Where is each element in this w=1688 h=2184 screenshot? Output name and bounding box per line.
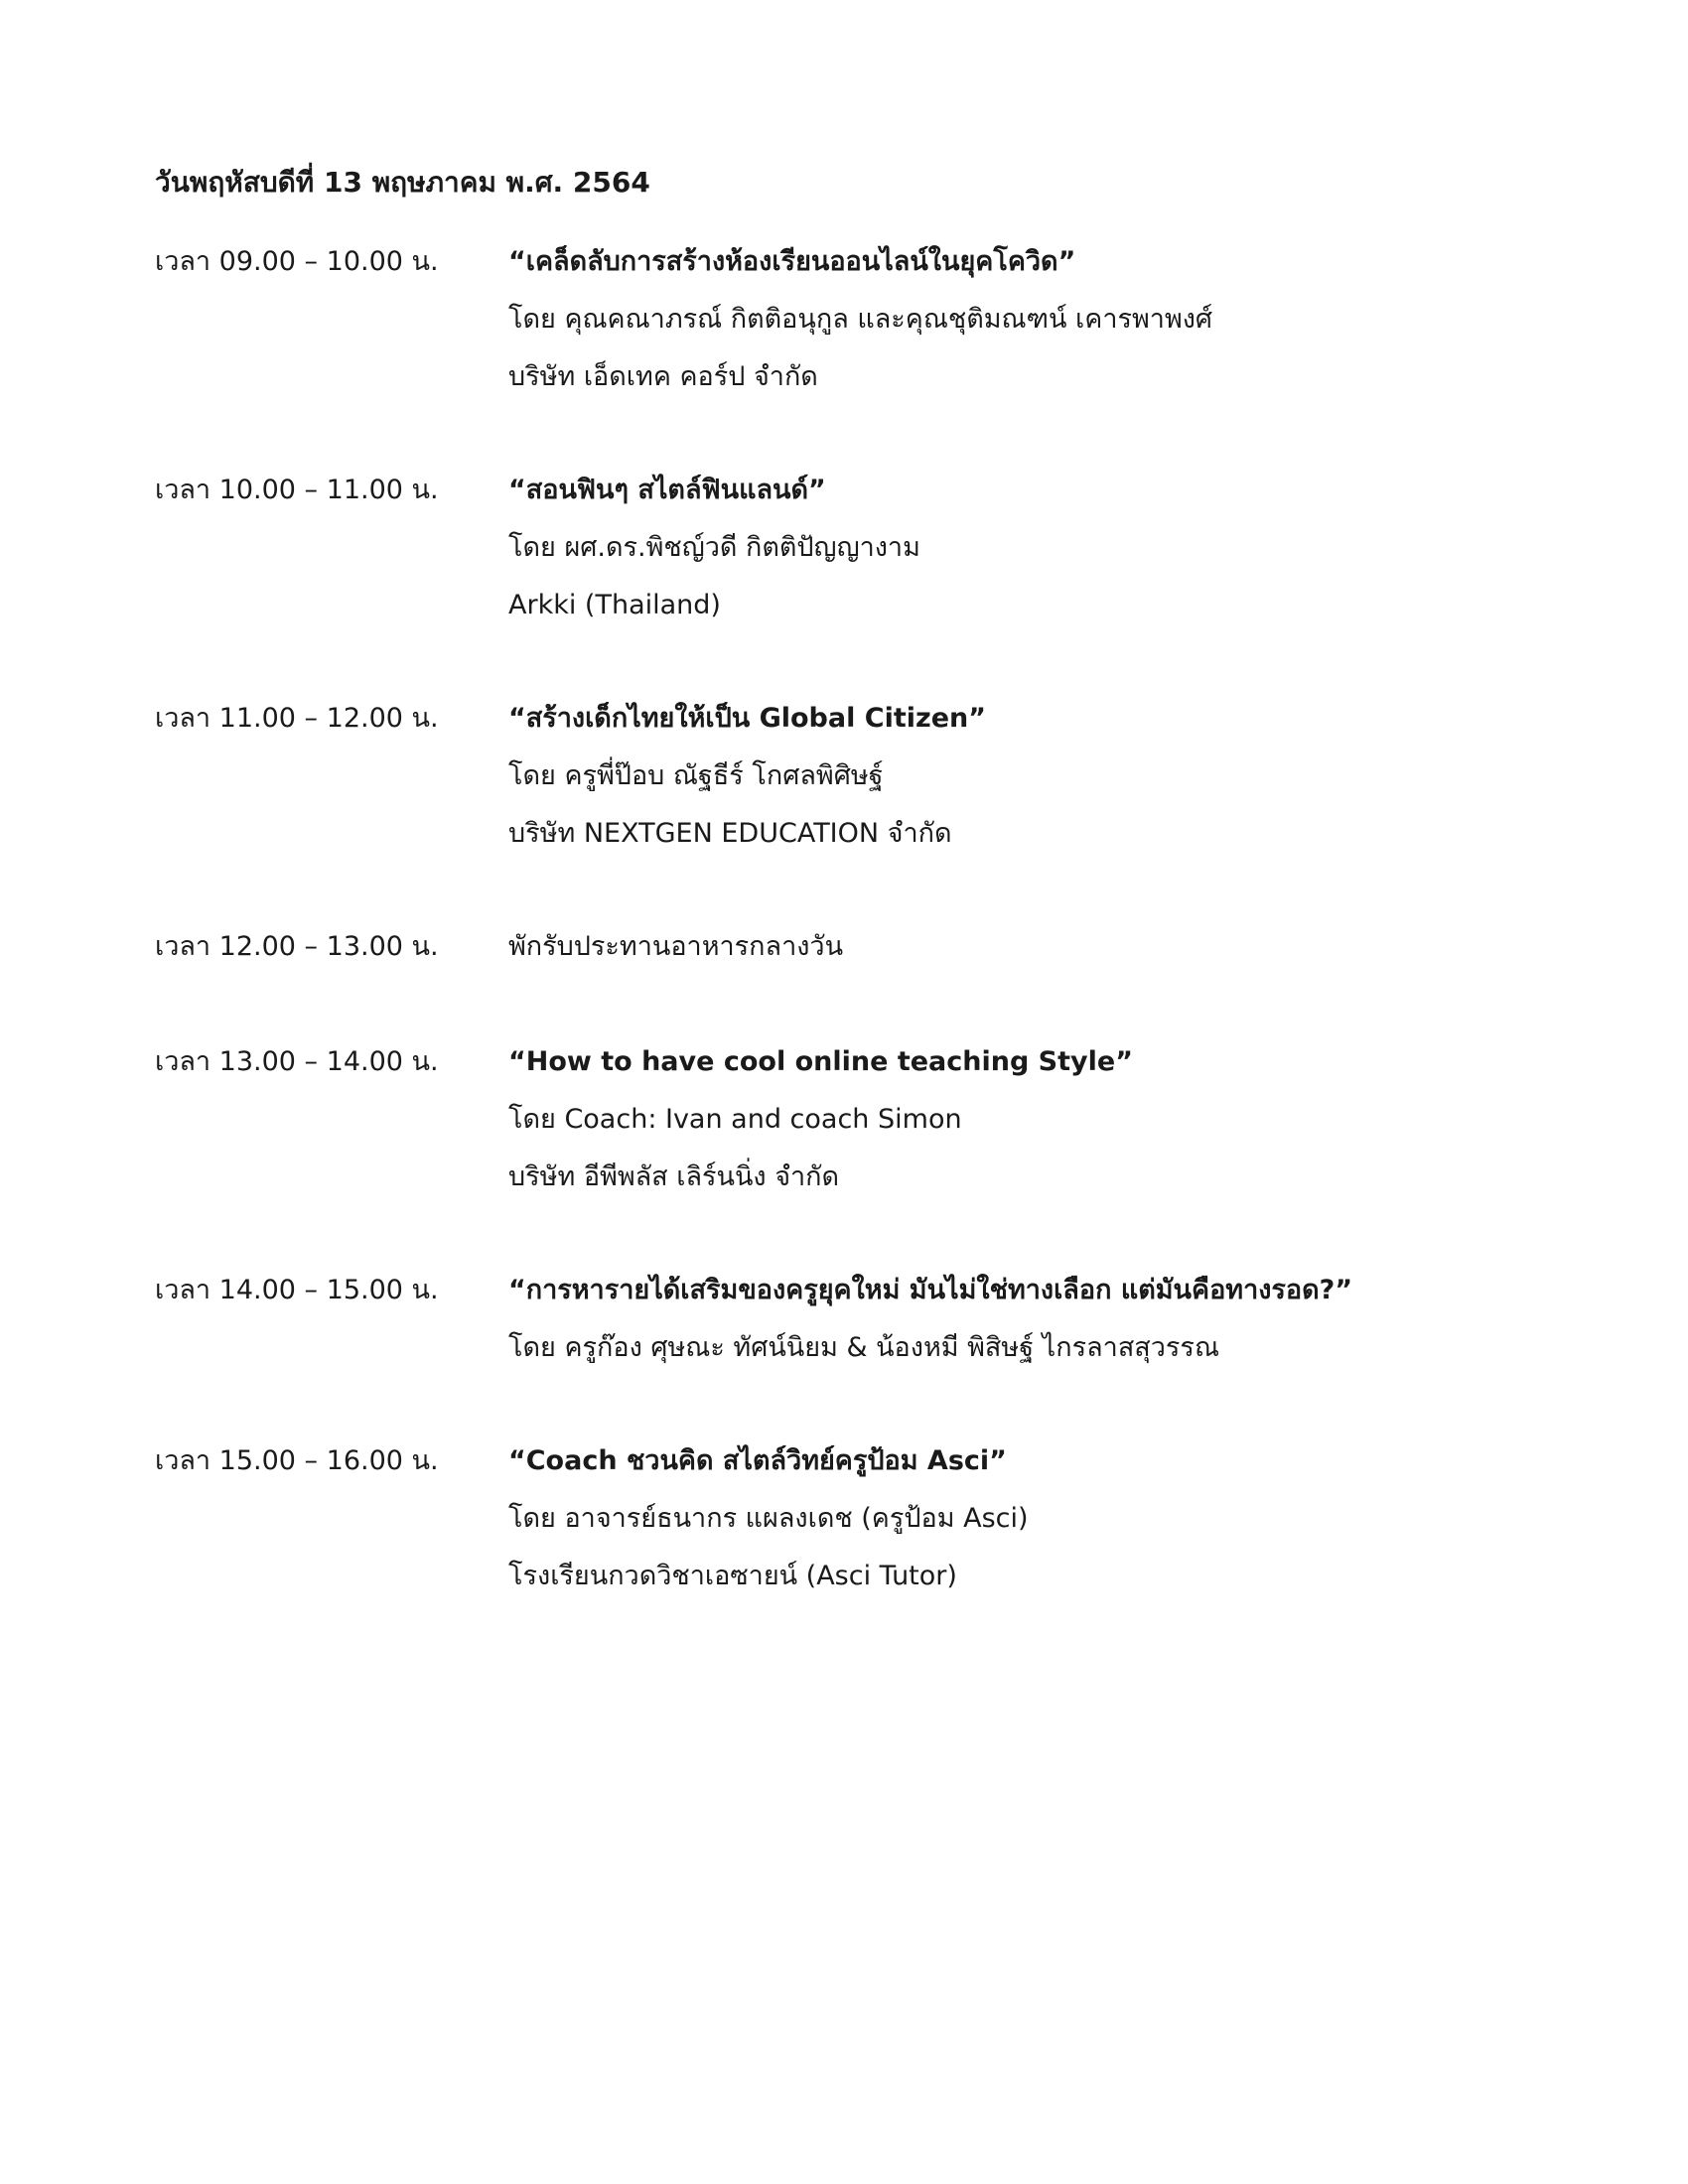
session-speaker: โดย อาจารย์ธนากร แผลงเดช (ครูป้อม Asci) [508,1503,1029,1534]
session-title: “การหารายได้เสริมของครูยุคใหม่ มันไม่ใช่ทางเลือก แต่มันคือทางรอด?” [508,1275,1353,1305]
session-title: “สอนฟินๆ สไตล์ฟินแลนด์” [508,475,826,505]
session-time: เวลา 10.00 – 11.00 น. [155,475,439,505]
session-details [508,1441,1581,1614]
session-time: เวลา 12.00 – 13.00 น. [155,931,439,962]
session-organization: โรงเรียนกวดวิชาเอซายน์ (Asci Tutor) [508,1561,957,1591]
session-time: เวลา 14.00 – 15.00 น. [155,1275,439,1305]
session-title: “สร้างเด็กไทยให้เป็น Global Citizen” [508,703,986,734]
session-details [508,1271,1581,1386]
session-speaker: โดย ครูพี่ป๊อบ ณัฐธีร์ โกศลพิศิษฐ์ [508,760,884,791]
session-organization: Arkki (Thailand) [508,590,721,620]
session-details [508,471,1581,643]
session-organization: บริษัท อีพีพลัส เลิร์นนิ่ง จำกัด [508,1161,840,1192]
session-time: เวลา 15.00 – 16.00 น. [155,1445,439,1476]
session-title: “Coach ชวนคิด สไตล์วิทย์ครูป้อม Asci” [508,1445,1007,1476]
session-details [508,242,1581,415]
session-speaker: โดย ผศ.ดร.พิชญ์วดี กิตติปัญญางาม [508,532,920,563]
session-details [508,699,1581,872]
session-speaker: โดย Coach: Ivan and coach Simon [508,1104,962,1135]
session-time: เวลา 13.00 – 14.00 น. [155,1046,439,1077]
session-time: เวลา 09.00 – 10.00 น. [155,246,439,277]
session-speaker: โดย ครูก๊อง ศุษณะ ทัศน์นิยม & น้องหมี พิสิษฐ์ ไกรลาสสุวรรณ [508,1332,1219,1363]
session-title: “เคล็ดลับการสร้างห้องเรียนออนไลน์ในยุคโควิด” [508,246,1076,277]
session-details [508,927,1581,985]
session-speaker: โดย คุณคณาภรณ์ กิตติอนุกูล และคุณชุติมณฑน์ เคารพาพงศ์ [508,304,1213,335]
session-organization: บริษัท NEXTGEN EDUCATION จำกัด [508,818,952,849]
session-organization: บริษัท เอ็ดเทค คอร์ป จำกัด [508,361,818,392]
session-time: เวลา 11.00 – 12.00 น. [155,703,439,734]
lunch-break-label: พักรับประทานอาหารกลางวัน [508,931,844,962]
date-heading: วันพฤหัสบดีที่ 13 พฤษภาคม พ.ศ. 2564 [155,166,650,199]
session-details [508,1042,1581,1215]
session-title: “How to have cool online teaching Style” [508,1046,1133,1077]
